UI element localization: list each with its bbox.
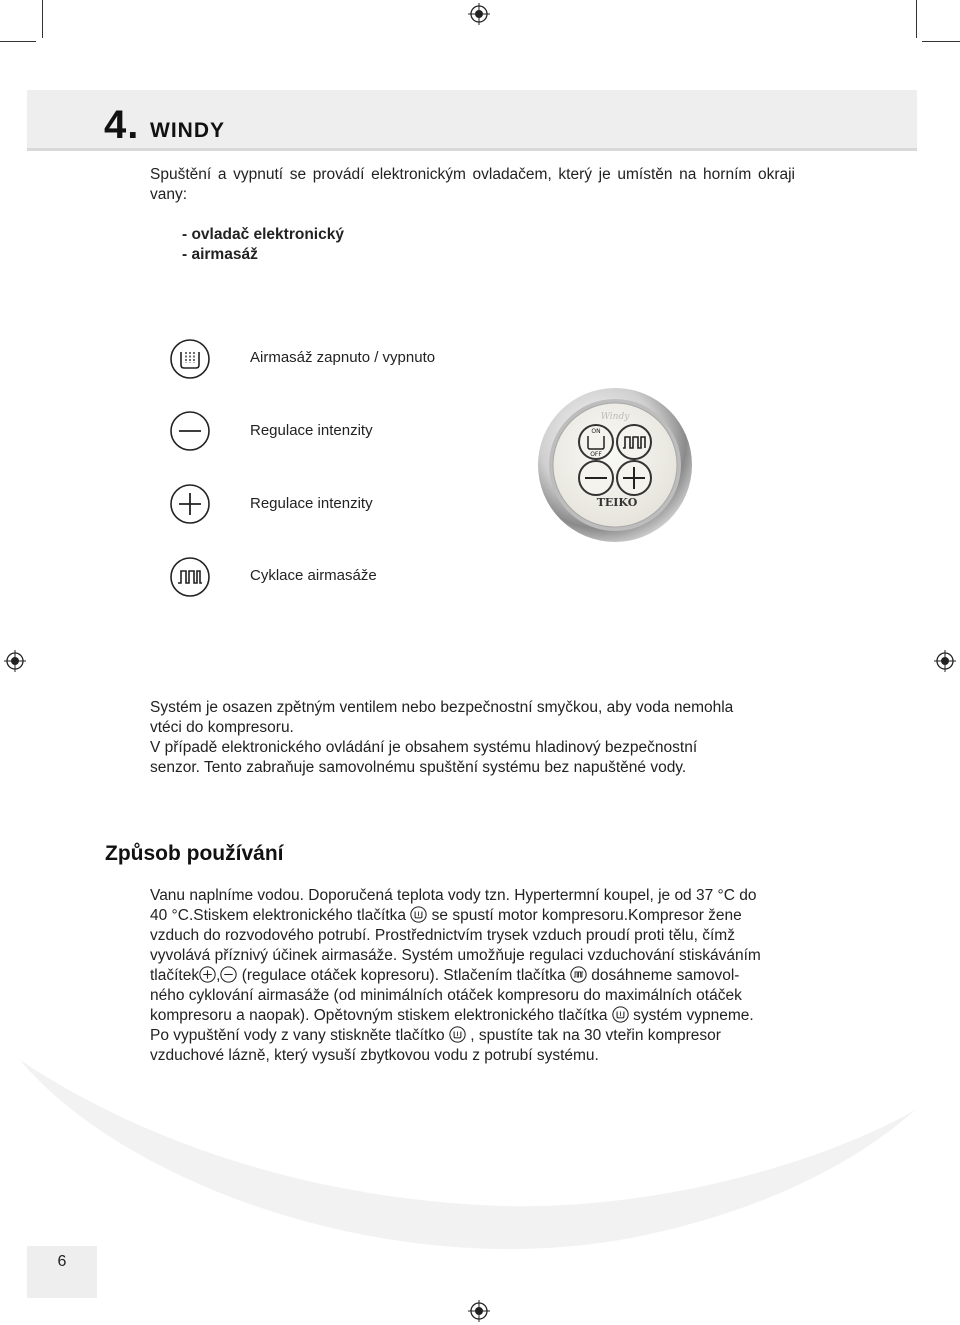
usage-line	[150, 1006, 790, 1026]
airmassage-icon	[449, 1026, 466, 1043]
airmassage-icon	[410, 906, 427, 923]
controller-illustration	[535, 385, 695, 545]
registration-mark-icon	[934, 650, 956, 672]
crop-mark	[0, 41, 36, 42]
usage-text: vzduch do rozvodového potrubí. Prostřednictvím trysek vzduch proudí proti tělu, čímž	[150, 927, 735, 944]
legend-label-airmassage: Airmasáž zapnuto / vypnuto	[250, 349, 436, 366]
airmassage-icon	[170, 339, 210, 379]
safety-line: senzor. Tento zabraňuje samovolnému spuštění systému bez napuštěné vody.	[150, 759, 687, 776]
usage-text: ného cyklování airmasáže (od minimálních otáček kompresoru do maximálních otáček	[150, 987, 742, 1004]
safety-line: V případě elektronického ovládání je obsahem systému hladinový bezpečnostní	[150, 739, 698, 756]
usage-line	[150, 946, 790, 966]
section-heading-usage: Způsob používání	[105, 842, 284, 865]
cycle-icon	[570, 966, 587, 983]
controller-plus-button	[617, 461, 651, 495]
usage-line	[150, 886, 790, 906]
minus-icon	[220, 966, 237, 983]
crop-mark	[42, 0, 43, 38]
usage-line	[150, 966, 790, 986]
usage-text: Po vypuštění vody z vany stiskněte tlačítko	[150, 1027, 449, 1044]
usage-text: systém vypneme.	[628, 1007, 754, 1024]
usage-text: 40 °C.Stiskem elektronického tlačítka	[150, 907, 411, 924]
minus-icon	[170, 411, 210, 451]
registration-mark-icon	[468, 3, 490, 25]
controller-on-label: ON	[591, 428, 601, 435]
usage-text: (regulace otáček kopresoru). Stlačením tlačítka	[237, 967, 570, 984]
usage-text: Vanu naplníme vodou. Doporučená teplota vody tzn. Hypertermní koupel, je od 37 °C do	[150, 887, 757, 904]
usage-text: kompresoru a naopak). Opětovným stiskem elektronického tlačítka	[150, 1007, 612, 1024]
usage-text: vyvolává příznivý účinek airmasáže. Systém umožňuje regulaci vzduchování stiskáváním	[150, 947, 761, 964]
usage-text: ,	[216, 967, 221, 984]
safety-line: vtéci do kompresoru.	[150, 719, 294, 736]
controller-minus-button	[579, 461, 613, 495]
crop-mark	[916, 0, 917, 38]
controller-onoff-button	[579, 425, 613, 459]
chapter-title: WINDY	[150, 119, 225, 142]
plus-icon	[199, 966, 216, 983]
usage-line	[150, 1026, 790, 1046]
usage-line	[150, 986, 790, 1006]
controller-off-label: OFF	[590, 451, 602, 458]
usage-text: tlačítek	[150, 967, 200, 984]
controller-cycle-button	[617, 425, 651, 459]
crop-mark	[922, 41, 960, 42]
safety-line: Systém je osazen zpětným ventilem nebo bezpečnostní smyčkou, aby voda nemohla	[150, 699, 734, 716]
usage-text: se spustí motor kompresoru.Kompresor žene	[427, 907, 742, 924]
airmassage-icon	[612, 1006, 629, 1023]
controller-script-label: Windy	[600, 412, 630, 422]
usage-line	[150, 906, 790, 926]
legend-label-plus: Regulace intenzity	[250, 495, 373, 512]
page-number: 6	[57, 1253, 67, 1270]
usage-text: dosáhneme samovol-	[586, 967, 740, 984]
usage-text: , spustíte tak na 30 vteřin kompresor	[465, 1027, 721, 1044]
registration-mark-icon	[468, 1300, 490, 1322]
controller-brand-logo: TEIKO	[596, 496, 638, 509]
registration-mark-icon	[4, 650, 26, 672]
intro-paragraph: Spuštění a vypnutí se provádí elektronickým ovladačem, který je umístěn na horním okraji vany:	[150, 166, 795, 203]
usage-line	[150, 926, 790, 946]
legend-label-cycle: Cyklace airmasáže	[250, 567, 377, 584]
plus-icon	[170, 484, 210, 524]
usage-text: vzduchové lázně, který vysuší zbytkovou vodu z potrubí systému.	[150, 1047, 599, 1064]
bullet-item: - ovladač elektronický	[182, 226, 344, 243]
cycle-icon	[170, 557, 210, 597]
chapter-number: 4.	[104, 103, 140, 147]
legend-label-minus: Regulace intenzity	[250, 422, 373, 439]
usage-line	[150, 1046, 790, 1066]
bullet-item: - airmasáž	[182, 246, 258, 263]
